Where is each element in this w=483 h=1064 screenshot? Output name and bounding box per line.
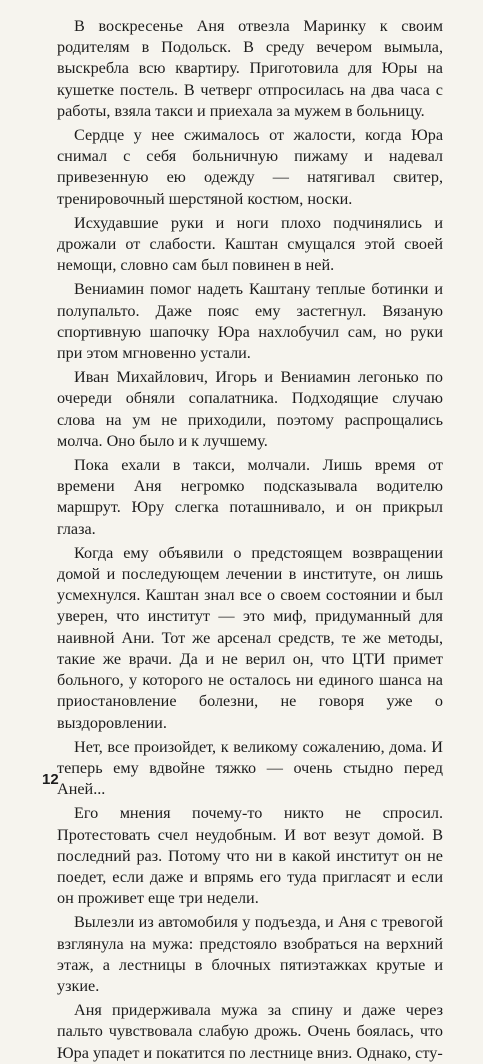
paragraph: Когда ему объявили о предстоящем возвращении домой и последующем лечении в институте, он лишь усмехнулся. Каштан знал все о своем состоянии и был уверен, что институт — это миф, придуманный для наивной Ани. Тот же арсенал средств, те же методы, такие же врачи. Да и не верил он, что ЦТИ примет больного, у которого не осталось ни единого шанса на приостановление болезни, не говоря уже о выздоровлении.: [57, 543, 443, 732]
paragraph: Иван Михайлович, Игорь и Вениамин легонько по очереди обняли сопалатника. Подходящие случаю слова на ум не приходили, поэтому распрощались молча. Оно было и к лучшему.: [57, 368, 443, 450]
paragraph: Нет, все произойдет, к великому сожалению, дома. И теперь ему вдвойне тяжко — очень стыдно перед Аней...: [57, 737, 443, 799]
paragraph: В воскресенье Аня отвезла Маринку к своим родителям в Подольск. В среду вечером вымыла, выскребла всю квартиру. Приготовила для Юры на кушетке постель. В четверг отпросилась на два часа с работы, взяла такси и приехала за мужем в больницу.: [57, 17, 443, 120]
paragraph: Вениамин помог надеть Каштану теплые ботинки и полупальто. Даже пояс ему застегнул. Вязаную спортивную шапочку Юра нахлобучил сам, но руки при этом мгновенно устали.: [57, 280, 443, 363]
paragraph: Пока ехали в такси, молчали. Лишь время от времени Аня негромко подсказывала водителю маршрут. Юру слегка поташнивало, и он прикрыл глаза.: [57, 456, 443, 538]
page-number: 12: [42, 771, 59, 788]
paragraph: Исхудавшие руки и ноги плохо подчинялись и дрожали от слабости. Каштан смущался этой своей немощи, словно сам был повинен в ней.: [57, 213, 443, 275]
paragraph: Сердце у нее сжималось от жалости, когда Юра снимал с себя больничную пижаму и надевал привезенную ею одежду — натягивал свитер, тренировочный шерстяной костюм, носки.: [57, 126, 443, 208]
paragraph: Аня придерживала мужа за спину и даже через пальто чувствовала слабую дрожь. Очень боялась, что Юра упадет и покатится по лестнице вниз. Однако, сту-: [57, 1001, 443, 1062]
paragraph: Его мнения почему-то никто не спросил. Протестовать счел неудобным. И вот везут домой. В последний раз. Потому что ни в какой институт он не поедет, если даже и впрямь его туда пригласят и если он проживет еще три недели.: [57, 804, 443, 908]
paragraph: Вылезли из автомобиля у подъезда, и Аня с тревогой взглянула на мужа: предстояло взобраться на верхний этаж, а лестницы в блочных пятиэтажках крутые и узкие.: [57, 913, 443, 995]
body-text: [57, 16, 443, 1064]
